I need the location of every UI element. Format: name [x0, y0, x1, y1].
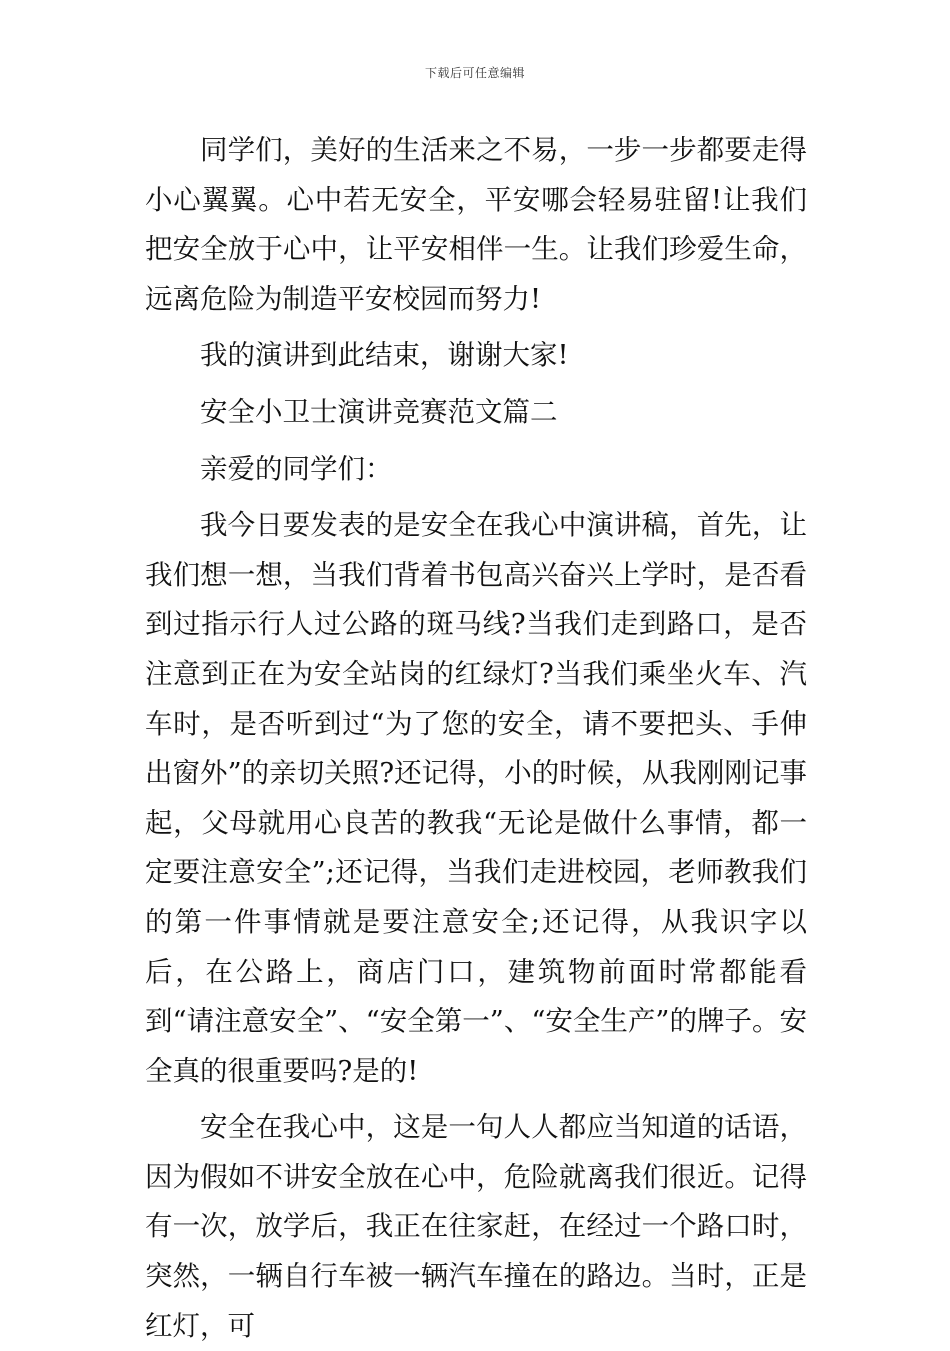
salutation: 亲爱的同学们：	[200, 452, 393, 485]
section-title: 安全小卫士演讲竞赛范文篇二	[200, 395, 558, 428]
paragraph-story: 安全在我心中，这是一句人人都应当知道的话语，因为假如不讲安全放在心中，危险就离我们很近。记得有一次，放学后，我正在往家赶，在经过一个路口时，突然，一辆自行车被一辆汽车撞在的路边。当时，正是红灯，可	[145, 1111, 807, 1342]
document-body	[145, 126, 807, 1351]
paragraph-opening: 我今日要发表的是安全在我心中演讲稿，首先，让我们想一想，当我们背着书包高兴奋兴上学时，是否看到过指示行人过公路的斑马线?当我们走到路口，是否注意到正在为安全站岗的红绿灯?当我们乘坐火车、汽车时，是否听到过“为了您的安全，请不要把头、手伸出窗外”的亲切关照?还记得，小的时候，从我刚刚记事起，父母就用心良苦的教我“无论是做什么事情，都一定要注意安全”;还记得，当我们走进校园，老师教我们的第一件事情就是要注意安全;还记得，从我识字以后，在公路上，商店门口，建筑物前面时常都能看到“请注意安全”、“安全第一”、“安全生产”的牌子。安全真的很重要吗?是的!	[145, 509, 807, 1087]
page-header: 下载后可任意编辑	[424, 66, 525, 80]
paragraph-closing-appeal: 同学们，美好的生活来之不易，一步一步都要走得小心翼翼。心中若无安全，平安哪会轻易驻留!让我们把安全放于心中，让平安相伴一生。让我们珍爱生命，远离危险为制造平安校园而努力!	[145, 134, 807, 315]
paragraph-conclusion: 我的演讲到此结束，谢谢大家!	[200, 339, 569, 372]
